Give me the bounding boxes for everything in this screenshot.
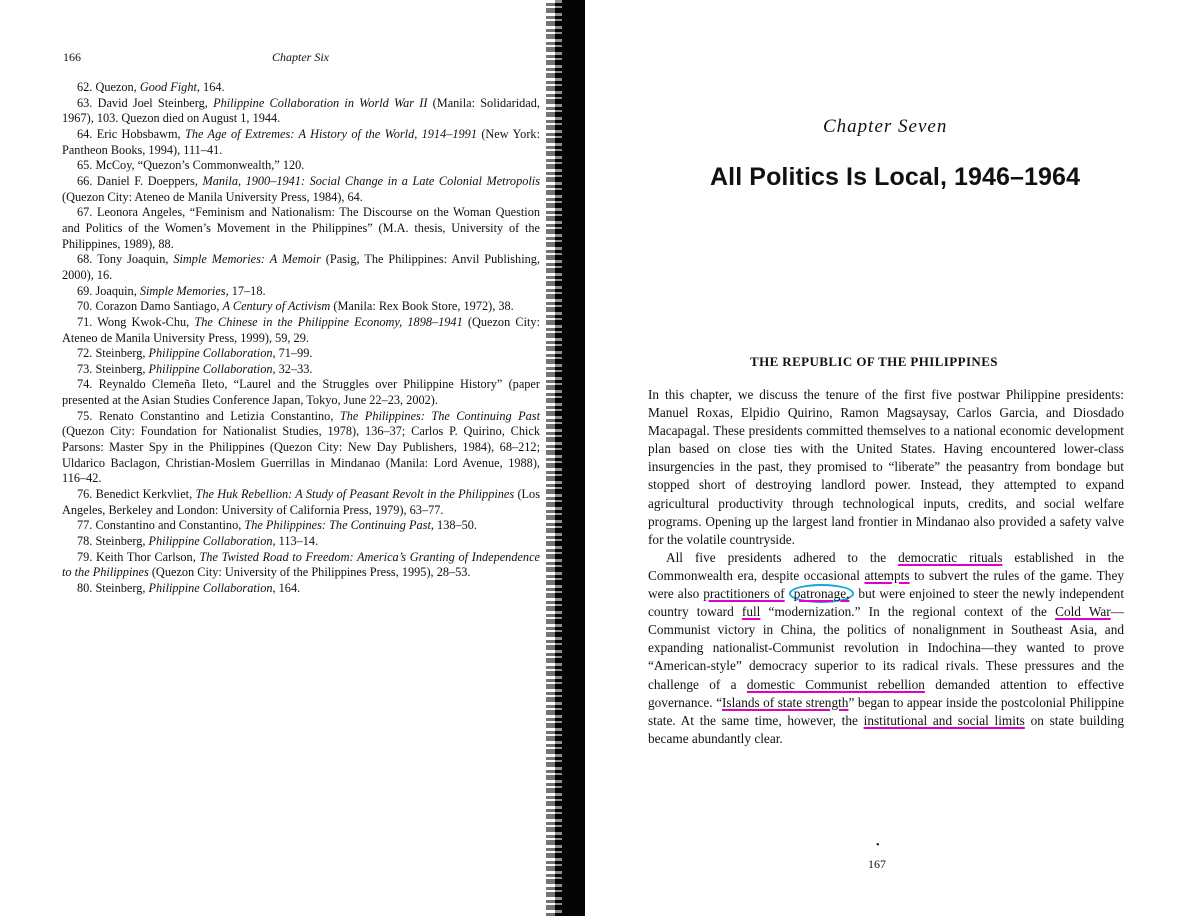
endnote-item <box>62 534 540 550</box>
stray-mark: • <box>876 840 880 851</box>
text-run: established in the Commonwealth era, despite occasional <box>648 549 1124 583</box>
text-run: “modernization.” In the regional context of the <box>760 604 1056 620</box>
endnote-item <box>62 346 540 362</box>
endnote-text: 77. Constantino and Constantino, <box>77 518 245 533</box>
endnote-title: Philippine Collaboration <box>148 581 273 595</box>
endnote-text: (Quezon City: Ateneo de Manila University Press, 1999), 59, 29. <box>62 314 540 345</box>
endnote-title: Philippine Collaboration <box>148 346 273 361</box>
endnote-title: The Twisted Road to Freedom: America’s Granting of Independence to the Philippines <box>62 549 541 580</box>
text-run: ” began to appear inside the postcolonial Philippine state. At the same time, however, the <box>648 694 1124 728</box>
endnote-text: 68. Tony Joaquin, <box>77 252 174 267</box>
chapter-title: All Politics Is Local, 1946–1964 <box>710 163 1081 191</box>
paragraph-1: In this chapter, we discuss the tenure of the first five postwar Philippine presidents: Manuel Roxas, Elpidio Quirino, Ramon Magsaysay, Carlos Garcia, and Diosdado Macapagal. These presidents committed themselves to a national economic development plan based on close ties with the United States. Having encountered lower-class insurgencies in the past, they promised to “liberate” the peasantry from bondage but stopped short of destroying landlord power. Instead, they attempted to expand agricultural productivity through technological inputs, credits, and social welfare programs. Opening up the largest land frontier in Mindanao also provided a safety valve for the volatile countryside. <box>648 387 1124 547</box>
text-run: demanded attention to effective governance. “ <box>648 676 1124 710</box>
paragraph-2 <box>648 549 1124 748</box>
endnote-title: Philippine Collaboration in World War II <box>213 95 428 110</box>
endnote-title: The Philippines: The Continuing Past <box>244 518 431 533</box>
endnote-item <box>62 581 540 597</box>
section-heading: THE REPUBLIC OF THE PHILIPPINES <box>750 354 998 369</box>
endnote-text: 62. Quezon, <box>77 80 140 94</box>
endnote-text: 71. Wong Kwok-Chu, <box>77 314 195 329</box>
endnote-text: (Manila: Rex Book Store, 1972), 38. <box>330 299 514 314</box>
endnote-text: (Quezon City: Foundation for Nationalist Studies, 1978), 136–37; Carlos P. Quirino, Chick Parsons: Master Spy in the Philippines (Quezon City: New Day Publishers, 1984), 68–212; Uldarico Baclagon, Christian-Moslem Guerrillas in Mindanao (Manila: Lord Avenue, 1988), 116–42. <box>62 424 540 486</box>
text-run: on state building became abundantly clear. <box>648 712 1124 746</box>
endnote-text: (Quezon City: University of the Philippines Press, 1995), 28–53. <box>148 565 471 580</box>
endnote-item <box>62 409 540 487</box>
endnote-text: 75. Renato Constantino and Letizia Constantino, <box>77 408 340 423</box>
endnote-text: , 164. <box>196 80 225 94</box>
endnote-item <box>62 174 540 205</box>
endnote-item <box>62 284 540 300</box>
highlight-practitioners-of: practitioners of <box>703 586 785 602</box>
endnote-item <box>62 550 540 581</box>
endnote-title: The Huk Rebellion: A Study of Peasant Revolt in the Philippines <box>195 487 515 502</box>
endnote-title: Philippine Collaboration <box>148 534 273 549</box>
endnote-item <box>62 80 540 96</box>
endnote-item <box>62 362 540 378</box>
endnote-text: 80. Steinberg, <box>77 581 149 595</box>
endnote-item <box>62 158 540 174</box>
endnote-text: 74. Reynaldo Clemeña Ileto, “Laurel and the Struggles over Philippine History” (paper presented at the Asian Studies Conference Japan, Tokyo, June 22–23, 2002). <box>62 377 540 408</box>
endnote-text: (Quezon City: Ateneo de Manila University Press, 1984), 64. <box>62 189 363 204</box>
endnote-text: (New York: Pantheon Books, 1994), 111–41. <box>62 126 540 157</box>
endnote-item <box>62 315 540 346</box>
endnote-title: Good Fight <box>139 80 197 94</box>
endnote-item <box>62 518 540 534</box>
endnote-item <box>62 252 540 283</box>
endnote-text: , 71–99. <box>272 346 313 361</box>
left-page-number: 166 <box>63 50 81 64</box>
endnote-title: A Century of Activism <box>222 299 331 314</box>
endnote-title: The Age of Extremes: A History of the World, 1914–1991 <box>184 126 477 141</box>
endnote-text: , 32–33. <box>272 361 313 376</box>
endnote-item <box>62 377 540 408</box>
endnote-title: Philippine Collaboration <box>148 361 273 376</box>
chapter-body <box>648 386 1124 748</box>
endnote-item <box>62 205 540 252</box>
endnote-text: (Los Angeles, Berkeley and London: University of California Press, 1979), 63–77. <box>62 487 540 517</box>
gutter-edge-left <box>546 0 562 916</box>
circled-patronage: patronage, <box>789 584 855 603</box>
highlight-domestic-communist-rebellion: domestic Communist rebellion <box>746 676 925 692</box>
highlight-attempts: attempts <box>864 567 910 583</box>
highlight-democratic-rituals: democratic rituals <box>898 549 1003 565</box>
left-running-head: Chapter Six <box>272 50 329 64</box>
chapter-label: Chapter Seven <box>823 116 948 137</box>
endnotes-list <box>62 80 540 597</box>
endnote-text: 78. Steinberg, <box>77 534 149 549</box>
endnote-text: 67. Leonora Angeles, “Feminism and Nationalism: The Discourse on the Woman Question and Politics of the Women’s Movement in the Philippines” (M.A. thesis, University of the Philippines, 1989), 88. <box>62 205 540 251</box>
endnote-text: , 113–14. <box>272 534 319 549</box>
endnote-text: , 17–18. <box>225 283 266 298</box>
text-run: All five presidents adhered to the <box>666 549 899 565</box>
left-page <box>0 0 560 916</box>
endnote-text: (Pasig, The Philippines: Anvil Publishing, 2000), 16. <box>62 252 540 282</box>
endnote-text: , 138–50. <box>430 518 478 533</box>
highlight-islands-of-state-strength: Islands of state strength <box>722 694 849 710</box>
endnote-item <box>62 96 540 127</box>
endnote-text: , 164. <box>272 581 301 595</box>
highlight-cold-war: Cold War <box>1055 604 1111 620</box>
endnote-item <box>62 487 540 518</box>
endnote-text: 63. David Joel Steinberg, <box>77 95 214 110</box>
endnote-text: 70. Corazon Damo Santiago, <box>77 299 223 314</box>
text-run: —Communist victory in China, the politics of nonalignment in Southeast Asia, and expanding nationalist-Communist revolution in Indochina—they wanted to prove “American-style” democracy superior to its radical rivals. These pressures and the challenge of a <box>648 604 1124 692</box>
endnote-title: The Philippines: The Continuing Past <box>339 408 540 423</box>
highlight-full: full <box>741 604 761 620</box>
endnote-text: 73. Steinberg, <box>77 361 149 376</box>
endnote-text: 76. Benedict Kerkvliet, <box>77 487 196 502</box>
text-run: to subvert the rules of the game. They were also <box>648 567 1124 602</box>
highlight-institutional-limits: institutional and social limits <box>863 712 1025 728</box>
endnote-title: Simple Memories: A Memoir <box>173 252 321 267</box>
text-run: but were enjoined to steer the newly independent country toward <box>648 586 1125 620</box>
endnote-title: The Chinese in the Philippine Economy, 1898–1941 <box>194 314 463 329</box>
endnote-text: 79. Keith Thor Carlson, <box>77 549 200 564</box>
endnote-text: 72. Steinberg, <box>77 346 149 361</box>
endnote-text: (Manila: Solidaridad, 1967), 103. Quezon died on August 1, 1944. <box>62 95 540 126</box>
endnote-text: 69. Joaquin, <box>77 283 140 298</box>
right-page-number: 167 <box>868 857 886 871</box>
endnote-text: 65. McCoy, “Quezon’s Commonwealth,” 120. <box>77 158 305 173</box>
endnote-item <box>62 299 540 315</box>
endnote-title: Manila, 1900–1941: Social Change in a Late Colonial Metropolis <box>202 173 540 188</box>
endnote-title: Simple Memories <box>139 283 226 298</box>
endnote-item <box>62 127 540 158</box>
endnote-text: 66. Daniel F. Doeppers, <box>77 173 203 188</box>
endnote-text: 64. Eric Hobsbawm, <box>77 126 185 141</box>
